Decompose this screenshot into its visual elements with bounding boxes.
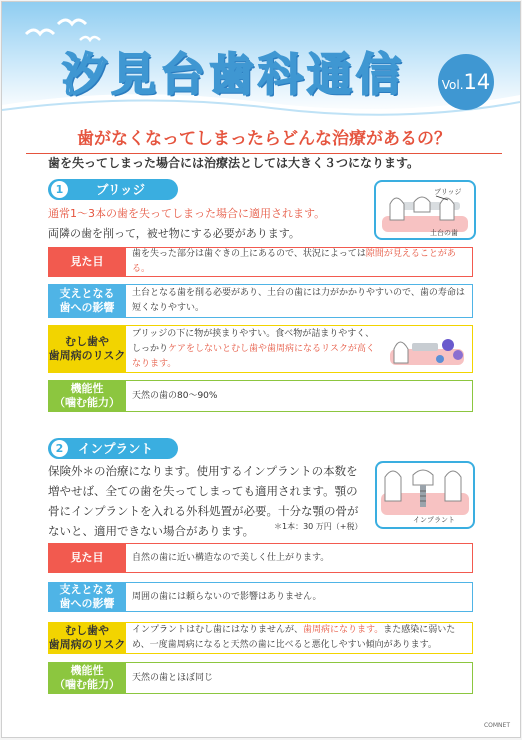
section-1-desc-highlight: 通常1～3本の歯を失ってしまった場合に適用されます。: [48, 207, 326, 220]
price-note: ＊1本：30 万円（+税）: [274, 522, 363, 531]
row-label: 機能性 （噛む能力）: [48, 662, 126, 694]
section-2-desc: 保険外＊の治療になります。使用するインプラントの本数を増やせば、全ての歯を失ってしまっても適用されます。顎の骨にインプラントを入れる外科処置が必要。十分な顎の骨がないと、適用できない場合があります。: [48, 464, 359, 538]
implant-illustration: [375, 461, 475, 529]
row-label: 機能性 （噛む能力）: [48, 380, 126, 412]
section-2-number: 2: [51, 440, 68, 457]
row-text: 土台となる歯を削る必要があり、土台の歯には力がかかりやすいので、歯の寿命は短くなりやすい。: [126, 284, 473, 318]
abutment-label: 土台の歯: [430, 229, 458, 237]
row-text-highlight: 自然の歯に近い構造なので美しく仕上がります。: [126, 543, 473, 573]
row-text-extra: また感染に弱いため、一度歯周病になると天然の歯に比べると悪化しやすい傾向があります。: [132, 625, 456, 650]
bacteria-teeth-icon: [388, 329, 466, 369]
row-label: むし歯や 歯周病のリスク: [48, 622, 126, 654]
row-text: ブリッジの下に物が挟まりやすい。食べ物が詰まりやすく、しっかり: [132, 328, 375, 354]
section-2-header: [48, 438, 178, 459]
footer-credit: COMNET: [483, 722, 510, 729]
bridge-support-row: [48, 284, 473, 318]
bridge-risk-row: [48, 325, 473, 373]
row-label: 支えとなる 歯への影響: [48, 582, 126, 612]
newsletter-page: [1, 1, 521, 738]
row-content: [126, 325, 473, 373]
bridge-function-row: [48, 380, 473, 412]
row-text-highlight: 隙間が見えることがある。: [132, 249, 456, 274]
row-text-highlight: 歯周病になります。: [303, 625, 384, 635]
implant-tooth-icon: [377, 463, 473, 527]
row-label: むし歯や 歯周病のリスク: [48, 325, 126, 373]
row-content: [126, 247, 473, 277]
section-2-title: インプラント: [78, 441, 154, 456]
row-text: 周囲の歯には頼らないので影響はありません。: [126, 582, 473, 612]
newsletter-title: 汐見台歯科通信: [62, 48, 406, 101]
volume-badge: [438, 54, 494, 110]
bridge-appearance-row: [48, 247, 473, 277]
bridge-label: ブリッジ: [434, 188, 462, 196]
row-text: インプラントはむし歯にはなりませんが、: [132, 625, 304, 635]
row-text: 天然の歯の80～90%: [126, 380, 473, 412]
row-label: 見た目: [48, 543, 126, 573]
row-text: 天然の歯とほぼ同じ: [126, 662, 473, 694]
implant-label: インプラント: [413, 516, 455, 524]
implant-support-row: [48, 582, 473, 612]
section-1-title: ブリッジ: [96, 182, 146, 197]
implant-risk-row: [48, 622, 473, 654]
row-label: 支えとなる 歯への影響: [48, 284, 126, 318]
headline: 歯がなくなってしまったらどんな治療があるの？: [26, 124, 502, 154]
bridge-illustration: [374, 180, 476, 240]
volume-prefix: Vol.: [441, 78, 464, 92]
row-label: 見た目: [48, 247, 126, 277]
implant-function-row: [48, 662, 473, 694]
row-text: 歯を失った部分は歯ぐきの上にあるので、状況によっては: [132, 249, 366, 259]
section-1-header: [48, 179, 178, 200]
row-content: [126, 622, 473, 654]
section-1-description: [48, 204, 358, 244]
section-1-desc: 両隣の歯を削って，被せ物にする必要があります。: [48, 227, 300, 240]
implant-appearance-row: [48, 543, 473, 573]
intro-text: 歯を失ってしまった場合には治療法としては大きく３つになります。: [48, 156, 420, 170]
volume-number: 14: [463, 70, 491, 94]
section-1-number: 1: [51, 181, 68, 198]
row-text-highlight: ケアをしないとむし歯や歯周病になるリスクが高くなります。: [132, 343, 375, 369]
bridge-tooth-icon: [376, 182, 474, 238]
